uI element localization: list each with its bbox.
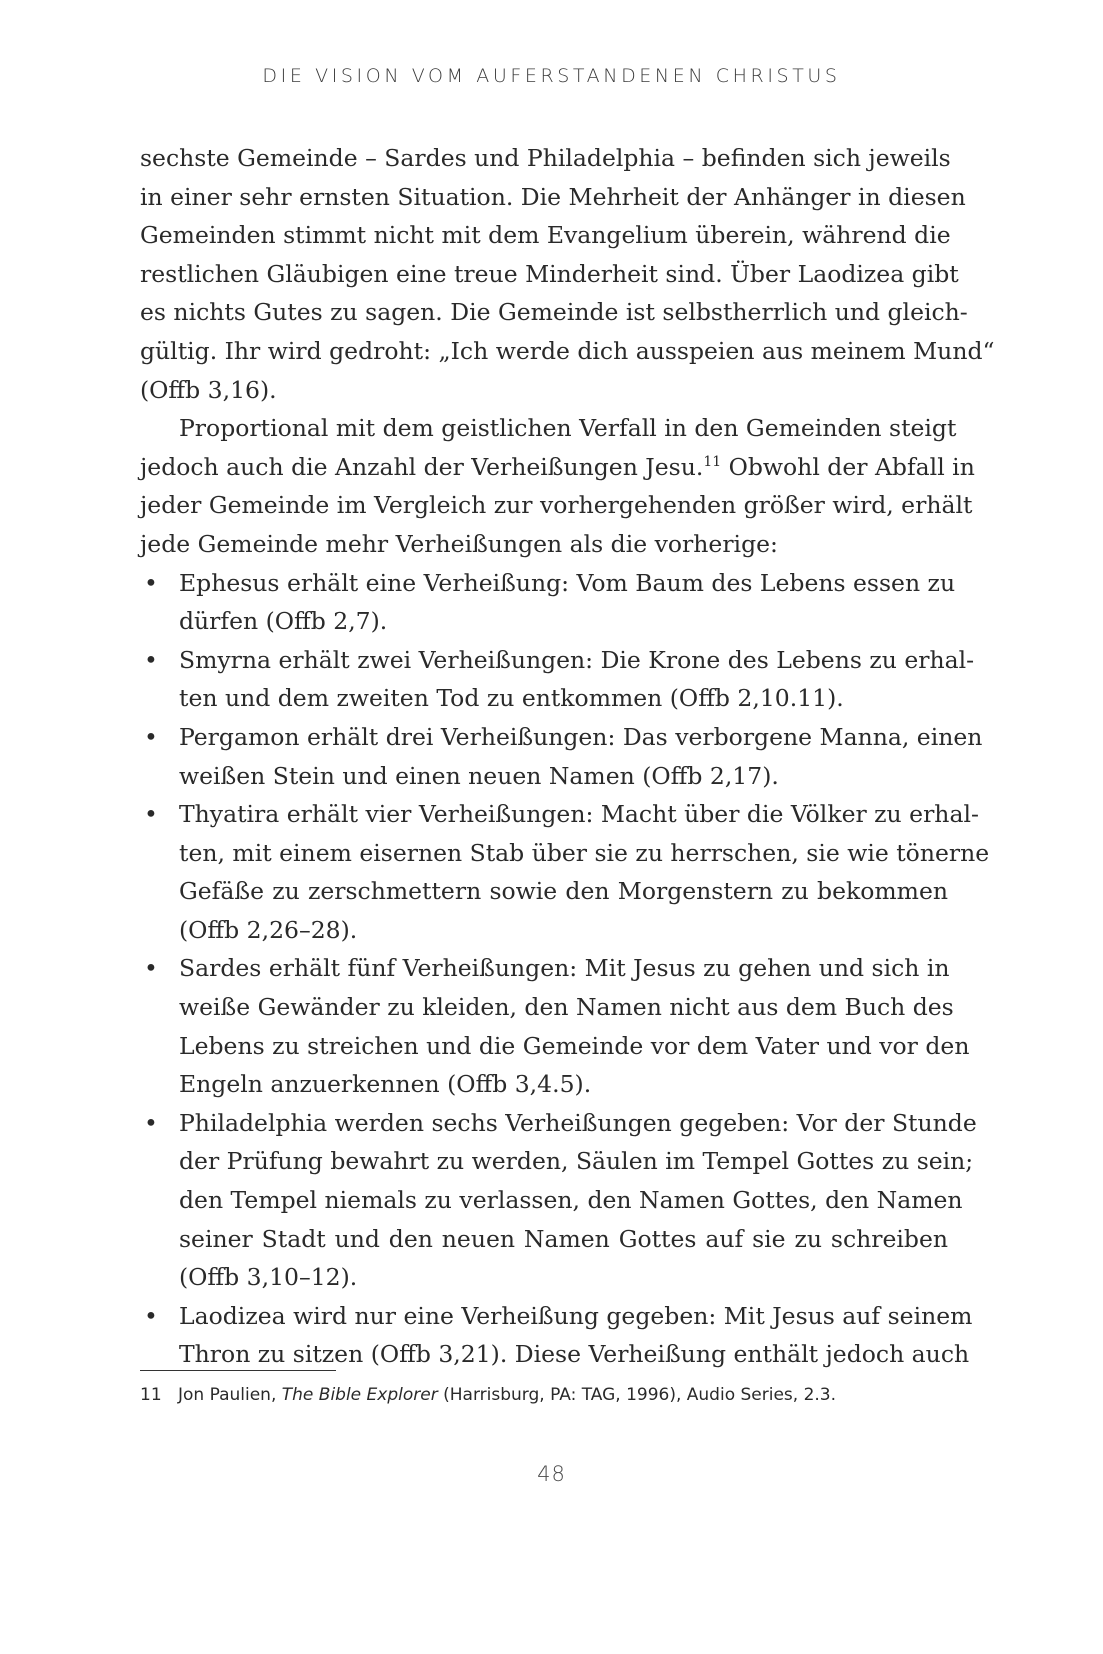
text-line: (Offb 3,16). — [140, 375, 277, 404]
text-line: (Offb 2,26–28). — [179, 915, 358, 944]
text-line: Gemeinden stimmt nicht mit dem Evangelium überein, während die — [140, 221, 951, 250]
text-line: Philadelphia werden sechs Verheißungen gegeben: Vor der Stunde — [179, 1108, 977, 1137]
bullet-icon: • — [144, 568, 158, 597]
footnote-details: (Harrisburg, PA: TAG, 1996), Audio Series, 2.3. — [437, 1385, 837, 1405]
bullet-icon: • — [144, 800, 158, 829]
bullet-icon: • — [144, 954, 158, 983]
list-item — [140, 1297, 973, 1374]
text-line: ten und dem zweiten Tod zu entkommen (Offb 2,10.11). — [179, 684, 844, 713]
bullet-icon: • — [144, 1301, 158, 1330]
text-line: (Offb 3,10–12). — [179, 1263, 358, 1292]
text-line: dürfen (Offb 2,7). — [179, 607, 388, 636]
text-line: Ephesus erhält eine Verheißung: Vom Baum des Lebens essen zu — [179, 568, 956, 597]
footnote — [140, 1385, 948, 1405]
text-line: sechste Gemeinde – Sardes und Philadelphia – befinden sich jeweils — [140, 144, 951, 172]
text-line: Engeln anzuerkennen (Offb 3,4.5). — [179, 1070, 592, 1099]
paragraph — [140, 409, 975, 563]
text-line: jeder Gemeinde im Vergleich zur vorhergehenden größer wird, erhält — [140, 491, 973, 520]
text-line: Laodizea wird nur eine Verheißung gegeben: Mit Jesus auf seinem — [179, 1301, 973, 1330]
text-line: jede Gemeinde mehr Verheißungen als die vorherige: — [140, 529, 778, 558]
text-line: weißen Stein und einen neuen Namen (Offb 2,17). — [179, 761, 779, 790]
list-item — [140, 795, 990, 949]
text-line: Smyrna erhält zwei Verheißungen: Die Krone des Lebens zu erhal- — [179, 645, 975, 674]
text-line: der Prüfung bewahrt zu werden, Säulen im Tempel Gottes zu sein; — [179, 1147, 974, 1176]
list-item — [140, 564, 956, 641]
list-item — [140, 1104, 977, 1297]
text-line: gültig. Ihr wird gedroht: „Ich werde dich ausspeien aus meinem Mund“ — [140, 336, 995, 365]
text-line: Proportional mit dem geistlichen Verfall in den Gemeinden steigt — [179, 414, 957, 443]
text-line — [140, 448, 975, 487]
text-line: Pergamon erhält drei Verheißungen: Das verborgene Manna, einen — [179, 722, 983, 751]
list-item — [140, 718, 983, 795]
text-line: Lebens zu streichen und die Gemeinde vor dem Vater und vor den — [179, 1031, 970, 1060]
bullet-icon: • — [144, 722, 158, 751]
footnote-title: The Bible Explorer — [281, 1385, 438, 1405]
text-line: Thyatira erhält vier Verheißungen: Macht über die Völker zu erhal- — [179, 800, 979, 829]
footnote-author: Jon Paulien, — [178, 1385, 282, 1405]
text-span: Obwohl der Abfall in — [721, 452, 975, 481]
bullet-icon: • — [144, 645, 158, 674]
list-item — [140, 949, 970, 1103]
list-item — [140, 641, 975, 718]
text-line: Gefäße zu zerschmettern sowie den Morgenstern zu bekommen — [179, 877, 948, 906]
text-line: seiner Stadt und den neuen Namen Gottes auf sie zu schreiben — [179, 1224, 948, 1253]
body-text — [140, 139, 995, 1374]
text-line: ten, mit einem eisernen Stab über sie zu herrschen, sie wie tönerne — [179, 838, 990, 867]
text-line: restlichen Gläubigen eine treue Minderheit sind. Über Laodizea gibt — [140, 259, 959, 288]
text-line: den Tempel niemals zu verlassen, den Namen Gottes, den Namen — [179, 1186, 963, 1215]
page-number: 48 — [537, 1462, 566, 1486]
text-span: jedoch auch die Anzahl der Verheißungen Jesu. — [140, 452, 704, 481]
paragraph — [140, 139, 995, 409]
text-line: es nichts Gutes zu sagen. Die Gemeinde ist selbstherrlich und gleich- — [140, 298, 968, 327]
running-head: DIE VISION VOM AUFERSTANDENEN CHRISTUS — [262, 65, 841, 87]
text-line: Thron zu sitzen (Offb 3,21). Diese Verheißung enthält jedoch auch — [179, 1340, 970, 1369]
text-line: weiße Gewänder zu kleiden, den Namen nicht aus dem Buch des — [179, 993, 954, 1022]
bullet-icon: • — [144, 1108, 158, 1137]
promise-list — [140, 564, 990, 1374]
footnote-number: 11 — [140, 1385, 162, 1405]
footnote-reference[interactable]: 11 — [703, 453, 722, 470]
text-line: Sardes erhält fünf Verheißungen: Mit Jesus zu gehen und sich in — [179, 954, 950, 983]
text-line: in einer sehr ernsten Situation. Die Mehrheit der Anhänger in diesen — [140, 182, 966, 211]
footnote-divider — [140, 1370, 336, 1371]
